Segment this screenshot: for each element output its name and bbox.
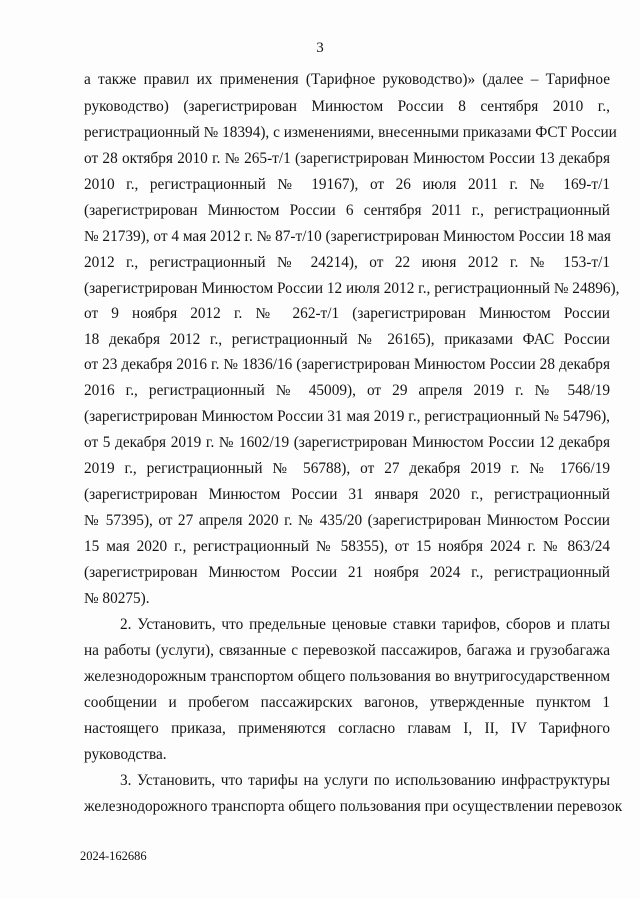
text-line: (зарегистрирован Минюстом России 31 января 2020 г., регистрационный: [84, 486, 610, 503]
text-line: от 23 декабря 2016 г. № 1836/16 (зарегистрирован Минюстом России 28 декабря: [84, 356, 610, 373]
text-line: от 28 октября 2010 г. № 265-т/1 (зарегистрирован Минюстом России 13 декабря: [84, 150, 610, 167]
text-line: сообщении и пробегом пассажирских вагонов, утвержденные пунктом 1: [84, 694, 610, 711]
text-line: № 57395), от 27 апреля 2020 г. № 435/20 (зарегистрирован Минюстом России: [84, 512, 610, 529]
text-line: № 21739), от 4 мая 2012 г. № 87-т/10 (зарегистрирован Минюстом России 18 мая: [84, 228, 611, 245]
text-line: руководства.: [84, 746, 167, 763]
text-line: железнодорожным транспортом общего пользования во внутригосударственном: [84, 668, 610, 685]
text-line: № 80275).: [84, 590, 150, 607]
text-line: железнодорожного транспорта общего пользования при осуществлении перевозок: [84, 798, 623, 815]
text-line: регистрационный № 18394), с изменениями, внесенными приказами ФСТ России: [84, 124, 617, 141]
paragraph-3-line: 3. Установить, что тарифы на услуги по использованию инфраструктуры: [120, 772, 610, 789]
text-line: руководство) (зарегистрирован Минюстом России 8 сентября 2010 г.,: [84, 98, 610, 115]
text-line: 2019 г., регистрационный № 56788), от 27 декабря 2019 г. № 1766/19: [84, 460, 610, 477]
text-line: 15 мая 2020 г., регистрационный № 58355), от 15 ноября 2024 г. № 863/24: [84, 538, 610, 555]
text-line: от 9 ноября 2012 г. № 262-т/1 (зарегистрирован Минюстом России: [84, 305, 610, 322]
text-line: от 5 декабря 2019 г. № 1602/19 (зарегистрирован Минюстом России 12 декабря: [84, 434, 610, 451]
document-code: 2024-162686: [80, 849, 147, 863]
text-line: настоящего приказа, применяются согласно главам I, II, IV Тарифного: [84, 720, 610, 737]
text-line: (зарегистрирован Минюстом России 6 сентября 2011 г., регистрационный: [84, 202, 610, 219]
page-number: 3: [316, 40, 324, 56]
text-line: (зарегистрирован Минюстом России 12 июля 2012 г., регистрационный № 24896),: [84, 280, 620, 297]
text-line: 2016 г., регистрационный № 45009), от 29 апреля 2019 г. № 548/19: [84, 382, 610, 399]
text-line: 18 декабря 2012 г., регистрационный № 26165), приказами ФАС России: [84, 331, 610, 348]
text-line: а также правил их применения (Тарифное руководство)» (далее – Тарифное: [84, 71, 610, 88]
text-line: (зарегистрирован Минюстом России 21 ноября 2024 г., регистрационный: [84, 564, 610, 581]
text-line: (зарегистрирован Минюстом России 31 мая 2019 г., регистрационный № 54796),: [84, 408, 610, 425]
text-line: на работы (услуги), связанные с перевозкой пассажиров, багажа и грузобагажа: [84, 642, 610, 659]
paragraph-2-line: 2. Установить, что предельные ценовые ставки тарифов, сборов и платы: [120, 616, 610, 633]
text-line: 2010 г., регистрационный № 19167), от 26 июля 2011 г. № 169-т/1: [84, 176, 610, 193]
text-line: 2012 г., регистрационный № 24214), от 22 июня 2012 г. № 153-т/1: [84, 254, 610, 271]
